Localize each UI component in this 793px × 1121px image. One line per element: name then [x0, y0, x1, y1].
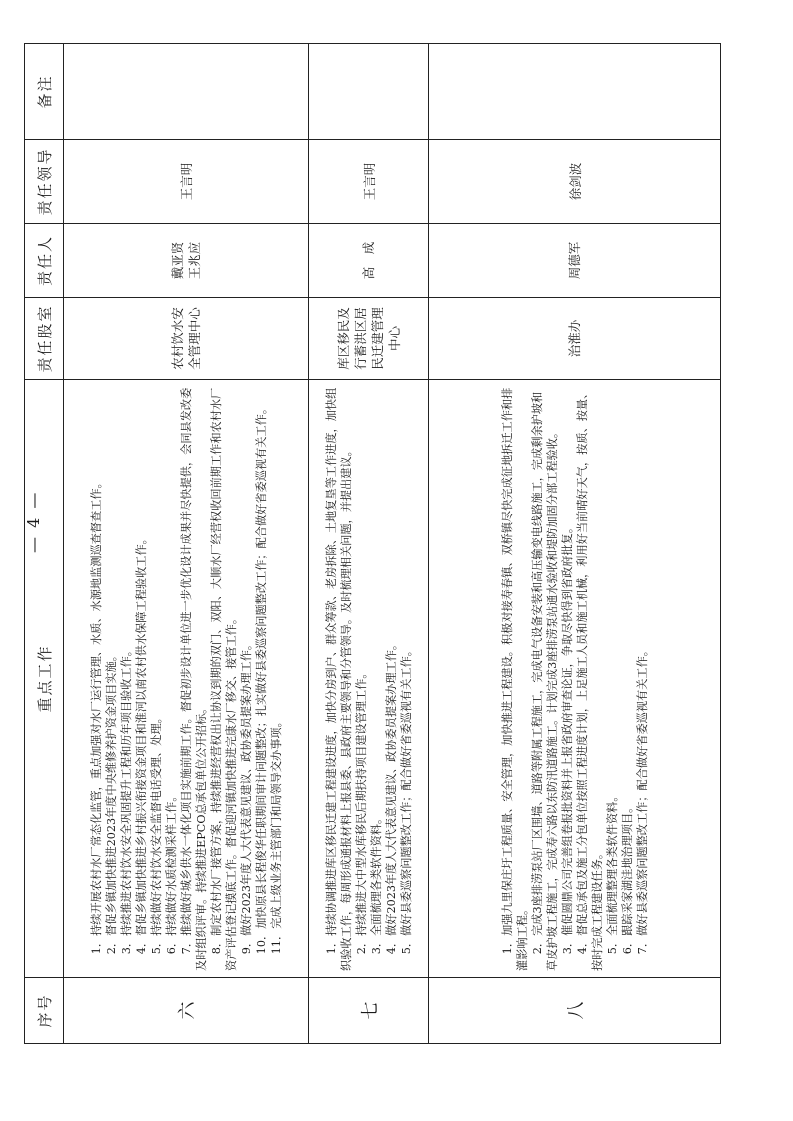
row-leader: 王言明 — [309, 140, 429, 224]
work-item: 1．持续开展农村水厂常态化监管，重点加强对水厂运行管理、水质、水源地监测巡查督查工作。 — [89, 477, 103, 955]
work-item: 8．制定农村水厂接管方案，持续推进经营权出让协议到期的双门、双阳、大顺水厂经营权收回前期工作和农村水厂资产评估登记摸底工作。督促迎河镇加快推进完康水厂移交、接管工作。 — [209, 387, 238, 971]
row-seq: 八 — [429, 978, 721, 1044]
row-seq: 六 — [64, 978, 309, 1044]
header-seq: 序号 — [25, 978, 64, 1044]
work-item: 5．做好县委巡察问题整改工作；配合做好省委巡视有关工作。 — [399, 645, 413, 955]
header-note: 备注 — [25, 44, 64, 140]
work-item: 10．加快原县长程俊华任职期间审计问题整改；扎实做好县委巡察问题整改工作；配合做好省委巡视有关工作。 — [254, 402, 268, 955]
header-person: 责任人 — [25, 224, 64, 298]
work-item: 9．做好2023年度人大代表意见建议、政协委员提案办理工作。 — [239, 638, 253, 955]
row-dept: 农村饮水安全管理中心 — [64, 298, 309, 380]
work-item: 5．持续做好农村饮水安全监督电话受理、处理。 — [149, 712, 163, 955]
work-item: 2．持续推进大中型水库移民后期扶持项目建设管理工作。 — [354, 667, 368, 955]
work-item: 11．完成上级业务主管部门和局领导交办事项。 — [269, 716, 283, 955]
work-item: 2．督促乡镇加快推进2023年度中央维修养护资金项目实施。 — [104, 650, 118, 955]
table-row — [429, 44, 721, 1044]
row-seq: 七 — [309, 978, 429, 1044]
work-item: 6．跟踪采家湖洼地治理项目。 — [620, 801, 634, 955]
work-item: 2．完成3座排涝泵站厂区围墙、道路等附属工程施工，完成电气设备安装和高压输变电线路施工，完成剩余护坡和草皮护坡工程施工，完成寿六路以东防汛道路施工。计划完成3座排涝泵站通水验收和堤防加固分部工程验收。 — [530, 391, 559, 971]
work-item: 1．加强九里保庄圩工程质量、安全管理，加快推进工程建设。积极对接寿春镇、双桥镇尽快完成征地拆迁工作和排灌影响工程。 — [500, 387, 529, 971]
row-dept: 库区移民及行蓄洪区居民迁建管理中心 — [309, 298, 429, 380]
work-item: 1．持续协调推进库区移民迁建工程建设进度，加快分房到户、群众筹款、老房拆除、土地复垦等工作进度，加快组织验收工作，每周形成通报材料上报县委、县政府主要领导和分管领导。及时梳理相关问题，并提出建议。 — [324, 387, 353, 971]
row-note — [309, 44, 429, 140]
row-work — [309, 380, 429, 978]
work-item: 6．持续做好水质检测采样工作。 — [164, 790, 178, 955]
row-leader: 王言明 — [64, 140, 309, 224]
row-leader: 徐剑波 — [429, 140, 721, 224]
table-row — [64, 44, 309, 1044]
work-item: 3．催促圆鼎公司完善组卷报批资料并上报省政府审查论证，争取尽快得到省政府批复。 — [560, 521, 574, 955]
row-note — [429, 44, 721, 140]
work-item: 7．做好县委巡察问题整改工作；配合做好省委巡视有关工作。 — [635, 645, 649, 955]
work-item: 7．推续做好城乡供水一体化项目实施前期工作。督促初步设计单位进一步优化设计成果并尽快提供，会同县发改委及时组织评审。持续推进EPCO总承包单位公开招标。 — [179, 387, 208, 971]
header-leader: 责任领导 — [25, 140, 64, 224]
work-item: 5．全面梳理整理各类软件资料。 — [605, 790, 619, 955]
work-item: 3．持续推进农村饮水安全巩固提升工程和历年项目验收工作。 — [119, 645, 133, 955]
header-dept: 责任股室 — [25, 298, 64, 380]
row-person: 戴亚贤 王兆应 — [64, 224, 309, 298]
row-work — [429, 380, 721, 978]
row-dept: 治淮办 — [429, 298, 721, 380]
header-work: 重点工作 — [25, 380, 64, 978]
row-person: 周德军 — [429, 224, 721, 298]
work-plan-table — [24, 43, 721, 1044]
work-item: 4．督促乡镇加快推进乡村振兴衔接资金项目和淮河以南农村供水保障工程验收工作。 — [134, 533, 148, 955]
work-item: 4．做好2023年度人大代表意见建议、政协委员提案办理工作。 — [384, 638, 398, 955]
table-row — [309, 44, 429, 1044]
row-work — [64, 380, 309, 978]
row-note — [64, 44, 309, 140]
work-item: 3．全面梳理各类软件资料。 — [369, 812, 383, 955]
page-number: — 4 — — [24, 490, 43, 553]
work-item: 4．督促总承包及施工分包单位按照工程进度计划，上足施工人员和施工机械，利用好当前晴好天气，按质、按量、按时完成工程建设任务。 — [575, 387, 604, 971]
row-person: 高 成 — [309, 224, 429, 298]
landscape-table-page — [24, 44, 721, 1044]
